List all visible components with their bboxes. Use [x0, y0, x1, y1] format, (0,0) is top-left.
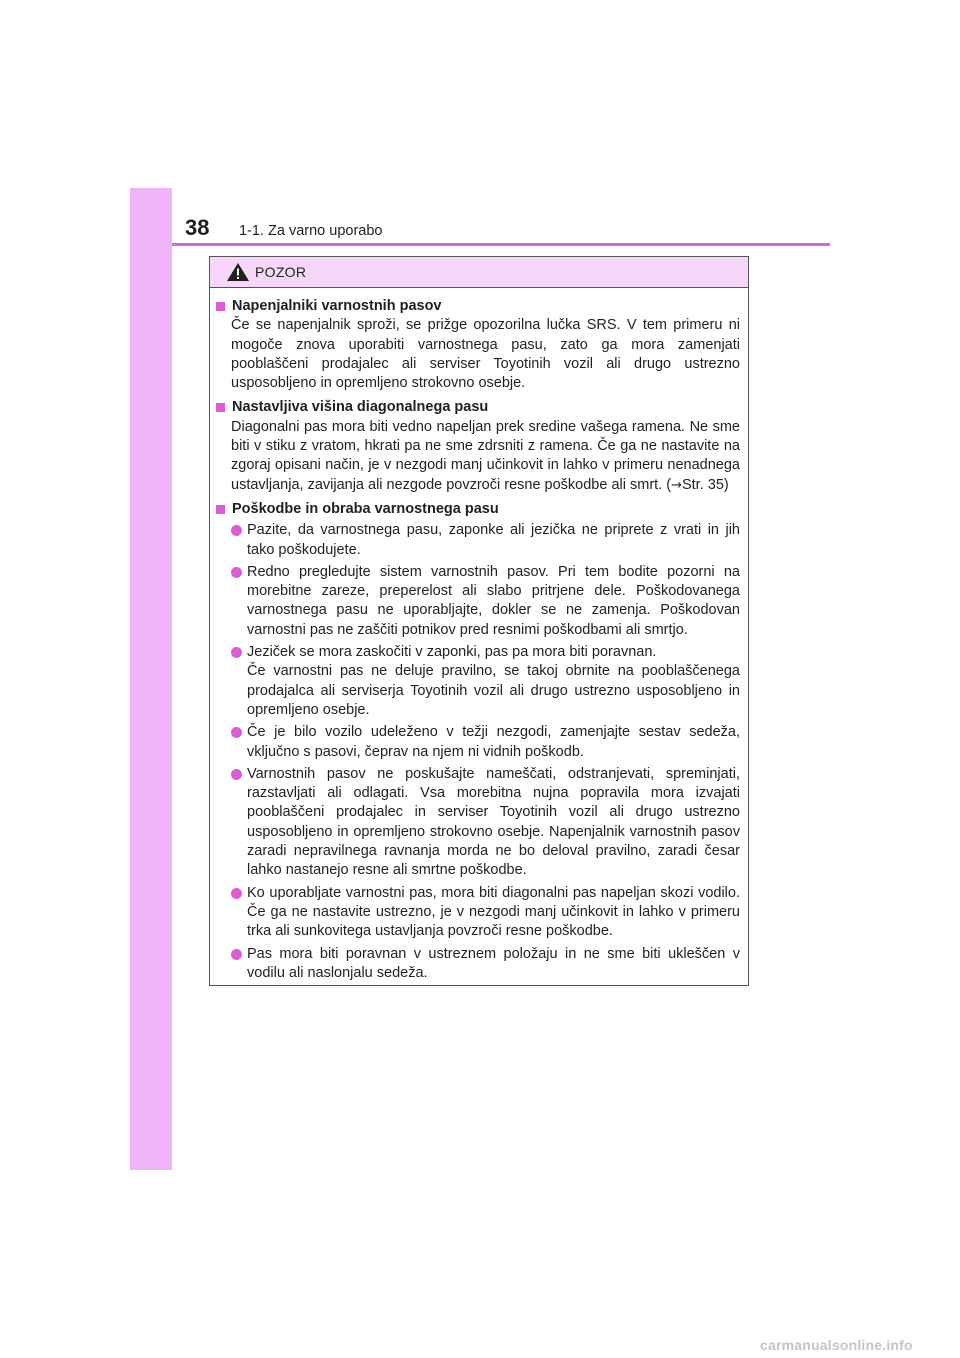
page-number: 38	[185, 215, 210, 240]
round-bullet-icon	[231, 949, 242, 960]
site-watermark: carmanualsonline.info	[760, 1337, 913, 1353]
caution-box	[209, 256, 749, 986]
list-item: Če je bilo vozilo udeleženo v težji nezgodi, zamenjajte sestav sedeža, vključno s pasovi, čeprav na njem ni vidnih poškodb.	[216, 723, 740, 762]
section-paragraph: Diagonalni pas mora biti vedno napeljan prek sredine vašega ramena. Ne sme biti v stiku z vratom, hkrati pa ne sme zdrsniti z ramena. Če ga ne nastavite na zgoraj opisani način, je v nezgodi manj učinkovit in lahko v primeru nenadnega ustavljanja, zavijanja ali nezgode povzroči resne poškodbe ali smrt. (→Str. 35)	[231, 418, 740, 493]
list-item: Jeziček se mora zaskočiti v zaponki, pas pa mora biti poravnan. Če varnostni pas ne deluje pravilno, se takoj obrnite na pooblaščenega prodajalca ali serviserja Toyotinih vozil ali drugo ustrezno usposobljeno in opremljeno osebje.	[216, 643, 740, 720]
section-damage-wear	[216, 500, 740, 983]
caution-header	[210, 257, 748, 288]
round-bullet-icon	[231, 525, 242, 536]
round-bullet-icon	[231, 567, 242, 578]
round-bullet-icon	[231, 727, 242, 738]
list-item: Pazite, da varnostnega pasu, zaponke ali jezička ne priprete z vrati in jih tako poškodujete.	[216, 521, 740, 560]
caution-label: POZOR	[255, 264, 307, 280]
square-bullet-icon	[216, 302, 225, 311]
list-item: Pas mora biti poravnan v ustreznem položaju in ne sme biti ukleščen v vodilu ali naslonjalu sedeža.	[216, 945, 740, 984]
chapter-sidebar-tab	[130, 188, 172, 1170]
header-divider	[172, 243, 830, 246]
square-bullet-icon	[216, 505, 225, 514]
page-reference-link[interactable]: Str. 35)	[681, 476, 729, 493]
round-bullet-icon	[231, 769, 242, 780]
list-item: Ko uporabljate varnostni pas, mora biti diagonalni pas napeljan skozi vodilo. Če ga ne nastavite ustrezno, je v nezgodi manj učinkovit in lahko v primeru trka ali sunkovitega ustavljanja povzroči resne poškodbe.	[216, 884, 740, 942]
section-tensioners	[216, 297, 740, 393]
section-title: Nastavljiva višina diagonalnega pasu	[232, 399, 489, 416]
warning-triangle-icon	[226, 262, 250, 282]
square-bullet-icon	[216, 403, 225, 412]
caution-content	[210, 288, 748, 983]
section-title: Poškodbe in obraba varnostnega pasu	[232, 500, 499, 517]
reference-arrow-icon: →	[671, 477, 682, 493]
section-paragraph: Če se napenjalnik sproži, se prižge opozorilna lučka SRS. V tem primeru ni mogoče znova uporabiti varnostnega pasu, zato ga mora zamenjati pooblaščeni prodajalec ali serviser Toyotinih vozil ali drugo ustrezno usposobljeno in opremljeno strokovno osebje.	[231, 317, 740, 392]
round-bullet-icon	[231, 888, 242, 899]
round-bullet-icon	[231, 647, 242, 658]
list-item: Varnostnih pasov ne poskušajte nameščati, odstranjevati, spreminjati, razstavljati ali odlagati. Vsa morebitna nujna popravila mora izvajati pooblaščeni prodajalec in serviser Toyotinih vozil ali drugo ustrezno usposobljeno in opremljeno strokovno osebje. Napenjalnik varnostnih pasov zaradi nepravilnega ravnanja morda ne bo deloval pravilno, zaradi česar lahko nastanejo resne ali smrtne poškodbe.	[216, 765, 740, 881]
list-item: Redno pregledujte sistem varnostnih pasov. Pri tem bodite pozorni na morebitne zareze, preperelost ali slabo pritrjene dele. Poškodovanega varnostnega pasu ne uporabljajte, dokler se ne zamenja. Poškodovan varnostni pas ne zaščiti potnikov pred resnimi poškodbami ali smrtjo.	[216, 563, 740, 640]
section-title: Napenjalniki varnostnih pasov	[232, 298, 442, 314]
section-shoulder-height	[216, 398, 740, 494]
section-header-title: 1-1. Za varno uporabo	[239, 223, 383, 239]
